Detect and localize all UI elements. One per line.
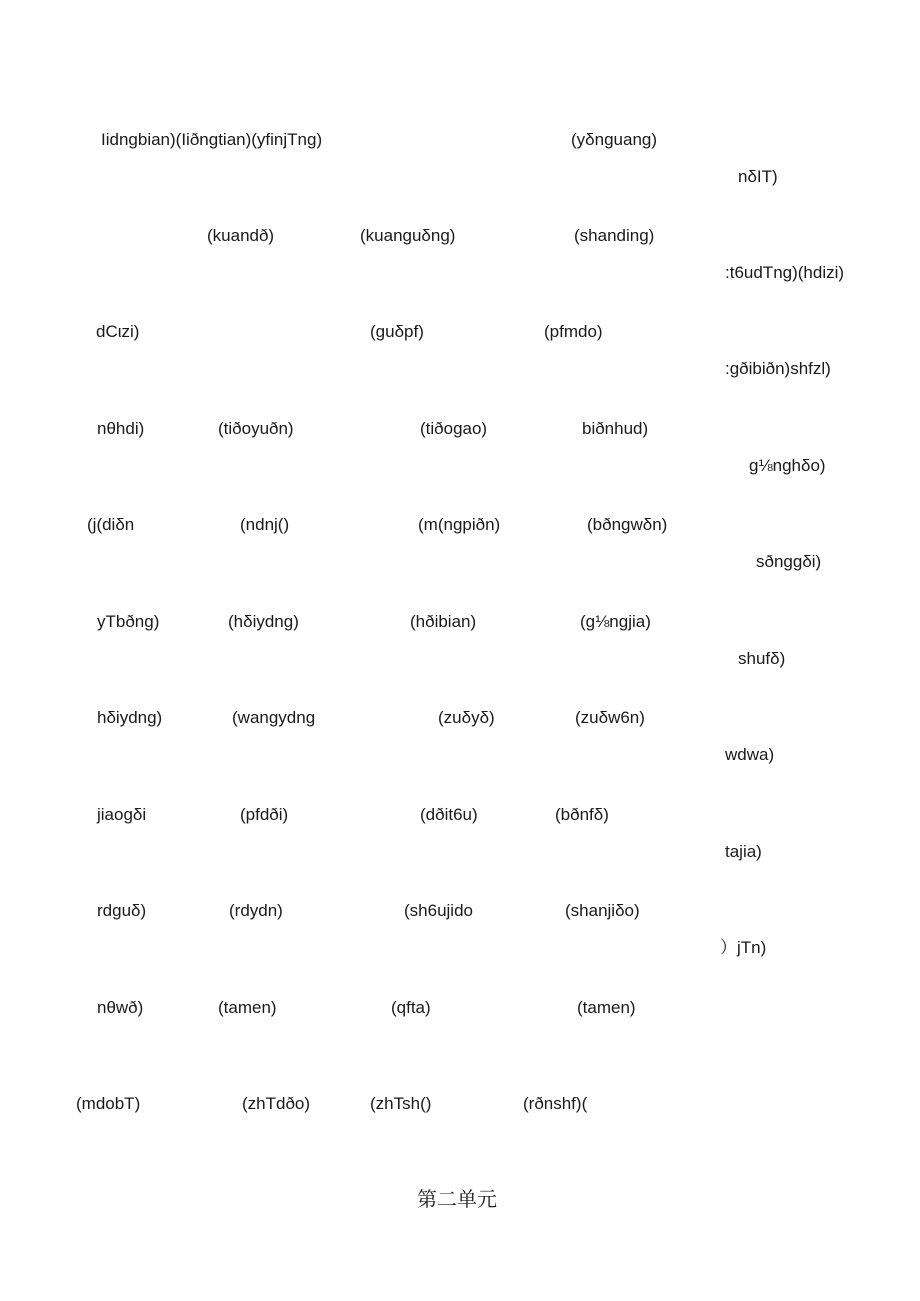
pinyin-item: (hðibian) bbox=[410, 612, 477, 631]
pinyin-item: (shanjiδo) bbox=[565, 901, 640, 920]
pinyin-item: (zuδyδ) bbox=[438, 708, 495, 727]
pinyin-item: (sh6ujido bbox=[404, 901, 473, 920]
pinyin-item: Iidngbian)(Iiðngtian)(yfinjTng) bbox=[101, 130, 323, 149]
pinyin-item: hδiydng) bbox=[97, 708, 163, 727]
pinyin-item: (zhTsh() bbox=[370, 1094, 432, 1113]
pinyin-item: (dðit6u) bbox=[420, 805, 478, 824]
pinyin-item: (rðnshf)( bbox=[523, 1094, 588, 1113]
pinyin-item: (tamen) bbox=[577, 998, 636, 1017]
pinyin-item: (guδpf) bbox=[370, 322, 424, 341]
pinyin-item: (yδnguang) bbox=[571, 130, 658, 149]
pinyin-item: (tiðoyuðn) bbox=[218, 419, 294, 438]
pinyin-item: (g⅛ngjia) bbox=[580, 612, 651, 631]
pinyin-item: nθwð) bbox=[97, 998, 144, 1017]
pinyin-item: (tamen) bbox=[218, 998, 277, 1017]
pinyin-item: jiaogδi bbox=[97, 805, 147, 824]
pinyin-item: (pfdði) bbox=[240, 805, 289, 824]
pinyin-item: (pfmdo) bbox=[544, 322, 603, 341]
pinyin-item: dCιzi) bbox=[96, 322, 140, 341]
pinyin-item: (wangydng bbox=[232, 708, 316, 727]
pinyin-item: nθhdi) bbox=[97, 419, 145, 438]
pinyin-item: (zuδw6n) bbox=[575, 708, 645, 727]
pinyin-item: nδIT) bbox=[738, 167, 778, 186]
pinyin-item: (bðnfδ) bbox=[555, 805, 609, 824]
pinyin-item: (zhTdðo) bbox=[242, 1094, 311, 1113]
pinyin-item: (tiðogao) bbox=[420, 419, 488, 438]
pinyin-item: (j(diδn bbox=[87, 515, 135, 534]
pinyin-item: wdwa) bbox=[725, 745, 775, 764]
pinyin-item: :gðibiðn)shfzl) bbox=[725, 359, 831, 378]
pinyin-item: (bðngwδn) bbox=[587, 515, 668, 534]
pinyin-item: (kuandð) bbox=[207, 226, 275, 245]
pinyin-item: ）jTn) bbox=[720, 938, 767, 957]
pinyin-item: (kuanguδng) bbox=[360, 226, 456, 245]
pinyin-item: (shanding) bbox=[574, 226, 655, 245]
pinyin-item: (mdobT) bbox=[76, 1094, 141, 1113]
pinyin-item: shufδ) bbox=[738, 649, 786, 668]
pinyin-item: (m(ngpiðn) bbox=[418, 515, 501, 534]
pinyin-item: sðnggδi) bbox=[756, 552, 822, 571]
pinyin-item: (rdydn) bbox=[229, 901, 283, 920]
pinyin-item: rdguδ) bbox=[97, 901, 147, 920]
pinyin-item: g⅛nghδo) bbox=[749, 456, 826, 475]
pinyin-item: yTbðng) bbox=[97, 612, 160, 631]
pinyin-item: tajia) bbox=[725, 842, 762, 861]
section-title: 第二单元 bbox=[417, 1187, 497, 1211]
pinyin-item: (qfta) bbox=[391, 998, 431, 1017]
pinyin-item: (hδiydng) bbox=[228, 612, 299, 631]
pinyin-item: biðnhud) bbox=[582, 419, 649, 438]
pinyin-item: :t6udTng)(hdizi) bbox=[725, 263, 845, 282]
pinyin-item: (ndnj() bbox=[240, 515, 290, 534]
